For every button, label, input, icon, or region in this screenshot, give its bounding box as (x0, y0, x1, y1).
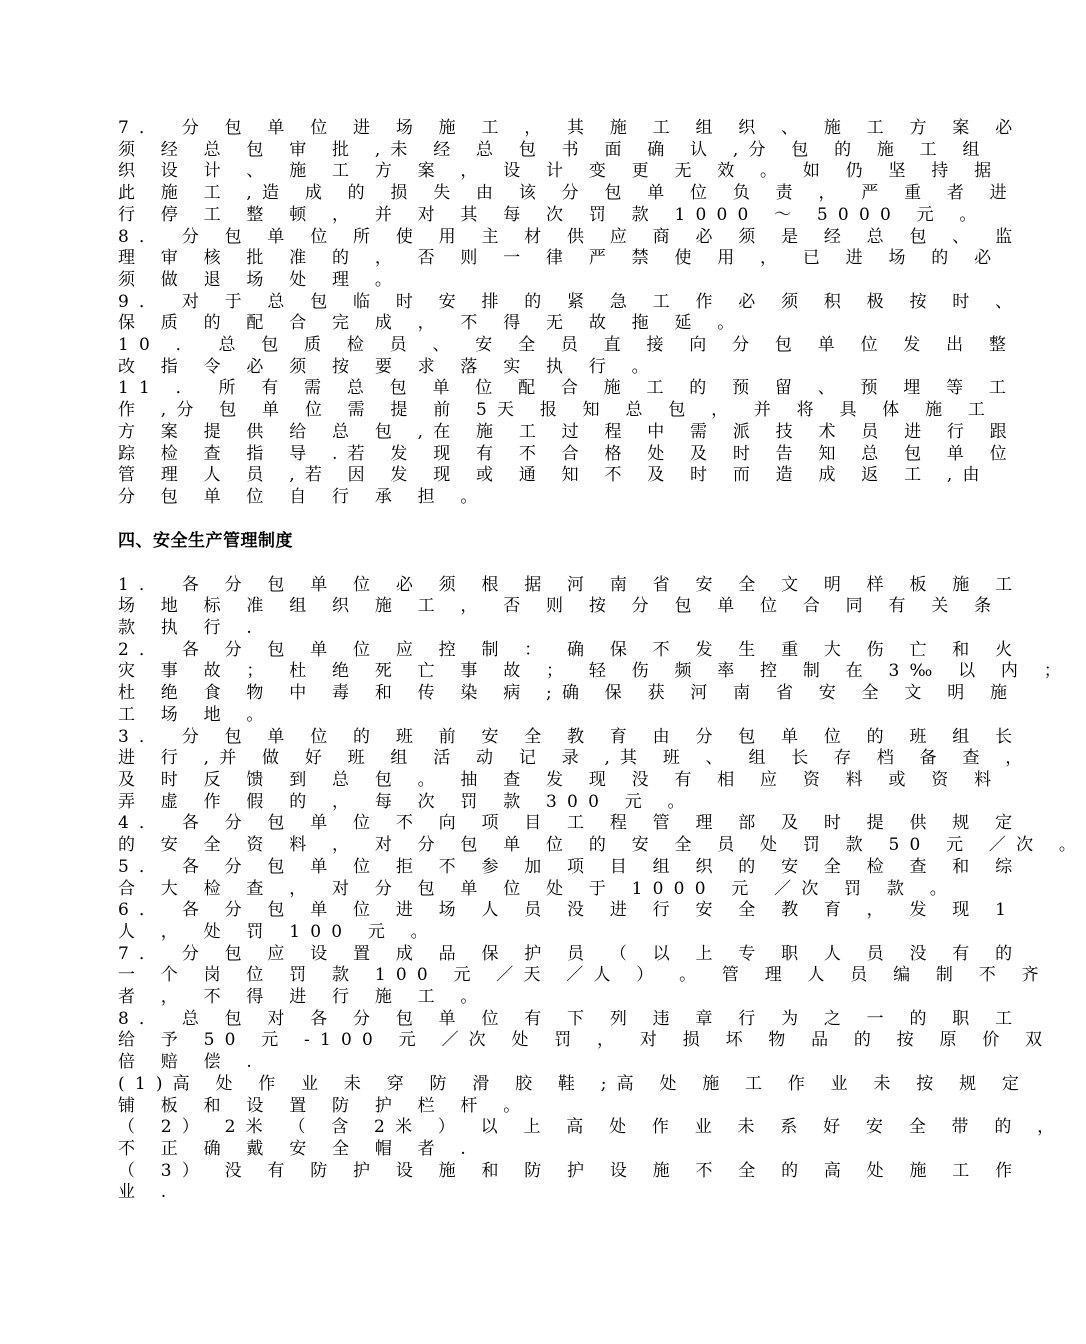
document-page (118, 118, 1086, 1204)
text-line: 铺 板 和 设 置 防 护 栏 杆 。 (118, 1095, 531, 1116)
section-heading: 四、安全生产管理制度 (118, 530, 293, 551)
text-line: 倍 赔 偿 . (118, 1052, 263, 1073)
text-line: 1． 各 分 包 单 位 必 须 根 据 河 南 省 安 全 文 明 样 板 施 工 (118, 574, 1023, 595)
text-line: 作 ,分 包 单 位 需 提 前 5天 报 知 总 包 ， 并 将 具 体 施 工 (118, 400, 996, 421)
text-line: 业 . (118, 1182, 177, 1203)
text-line: 织 设 计 、 施 工 方 案 ， 设 计 变 更 无 效 。 如 仍 坚 持 据 (118, 161, 1002, 182)
text-line: 杜 绝 食 物 中 毒 和 传 染 病 ;确 保 获 河 南 省 安 全 文 明 施 (118, 683, 1018, 704)
text-line: 一 个 岗 位 罚 款 100 元 ／天 ／人 ） 。 管 理 人 员 编 制 不 齐 (118, 965, 1049, 986)
text-line: 行 停 工 整 顿 ， 并 对 其 每 次 罚 款 1000 ～ 5000 元 。 (118, 204, 987, 225)
text-line: 弄 虚 作 假 的 ， 每 次 罚 款 300 元 。 (118, 791, 695, 812)
text-line: 此 施 工 ,造 成 的 损 失 由 该 分 包 单 位 负 责 ， 严 重 者 进 (118, 183, 1017, 204)
text-line: 方 案 提 供 给 总 包 ,在 施 工 过 程 中 需 派 技 术 员 进 行 跟 (118, 421, 1017, 442)
text-line: 改 指 令 必 须 按 要 求 落 实 执 行 。 (118, 356, 659, 377)
text-line: （ 3） 没 有 防 护 设 施 和 防 护 设 施 不 全 的 高 处 施 工 作 (118, 1160, 1023, 1181)
text-line: (1)高 处 作 业 未 穿 防 滑 胶 鞋 ;高 处 施 工 作 业 未 按 规 定 (118, 1073, 1030, 1094)
text-line: 2． 各 分 包 单 位 应 控 制 ： 确 保 不 发 生 重 大 伤 亡 和 火 (118, 639, 1023, 660)
text-line: 6． 各 分 包 单 位 进 场 人 员 没 进 行 安 全 教 育 ， 发 现 1 (118, 900, 1017, 921)
text-line: 踪 检 查 指 导 .若 发 现 有 不 合 格 处 及 时 告 知 总 包 单 位 (118, 443, 1017, 464)
text-line: 须 经 总 包 审 批 ,未 经 总 包 书 面 确 认 ,分 包 的 施 工 组 (118, 139, 990, 160)
text-line: 分 包 单 位 自 行 承 担 。 (118, 486, 488, 507)
section-subcontractor-management (118, 118, 1023, 509)
text-line: 7． 分 包 应 设 置 成 品 保 护 员 （ 以 上 专 职 人 员 没 有 的 (118, 943, 1023, 964)
text-line: 者 ， 不 得 进 行 施 工 。 (118, 987, 488, 1008)
text-line: 给 予 50 元 -100 元 ／次 处 罚 ， 对 损 坏 物 品 的 按 原 价 双 (118, 1030, 1053, 1051)
text-line: 3． 分 包 单 位 的 班 前 安 全 教 育 由 分 包 单 位 的 班 组 长 (118, 726, 1023, 747)
text-line: 管 理 人 员 ,若 因 发 现 或 通 知 不 及 时 而 造 成 返 工 ,由 (118, 465, 990, 486)
text-line: 5． 各 分 包 单 位 拒 不 参 加 项 目 组 织 的 安 全 检 查 和 综 (118, 856, 1023, 877)
text-line: 须 做 退 场 处 理 。 (118, 269, 403, 290)
text-line: 9． 对 于 总 包 临 时 安 排 的 紧 急 工 作 必 须 积 极 按 时 、 (118, 291, 1023, 312)
text-line: 灾 事 故 ； 杜 绝 死 亡 事 故 ； 轻 伤 频 率 控 制 在 3‰ 以 内 ； (118, 661, 1071, 682)
text-line: 11 ． 所 有 需 总 包 单 位 配 合 施 工 的 预 留 、 预 埋 等 工 (118, 378, 1017, 399)
text-line: 理 审 核 批 准 的 ， 否 则 一 律 严 禁 使 用 ， 已 进 场 的 必 (118, 248, 1002, 269)
text-line: 8． 总 包 对 各 分 包 单 位 有 下 列 违 章 行 为 之 一 的 职 工 (118, 1008, 1023, 1029)
text-line: 8． 分 包 单 位 所 使 用 主 材 供 应 商 必 须 是 经 总 包 、 监 (118, 226, 1023, 247)
section-safety-management (118, 574, 1086, 1204)
text-line: 合 大 检 查 ， 对 分 包 单 位 处 于 1000 元 ／次 罚 款 。 (118, 878, 957, 899)
text-line: 不 正 确 戴 安 全 帽 者 . (118, 1138, 477, 1159)
text-line: 工 场 地 。 (118, 704, 274, 725)
text-line: 保 质 的 配 合 完 成 ， 不 得 无 故 拖 延 。 (118, 313, 745, 334)
text-line: 进 行 ,并 做 好 班 组 活 动 记 录 ,其 班 、 组 长 存 档 备 查 ， (118, 748, 1033, 769)
text-line: 及 时 反 馈 到 总 包 。 抽 查 发 现 没 有 相 应 资 料 或 资 料 (118, 769, 1002, 790)
text-line: 人 ， 处 罚 100 元 。 (118, 921, 438, 942)
text-line: 场 地 标 准 组 织 施 工 ， 否 则 按 分 包 单 位 合 同 有 关 条 (118, 596, 1002, 617)
text-line: 的 安 全 资 料 ， 对 分 包 单 位 的 安 全 员 处 罚 款 50 元 ／次 。 (118, 835, 1086, 856)
text-line: 7． 分 包 单 位 进 场 施 工 ， 其 施 工 组 织 、 施 工 方 案 必 (118, 118, 1023, 138)
text-line: 款 执 行 . (118, 618, 263, 639)
text-line: 4． 各 分 包 单 位 不 向 项 目 工 程 管 理 部 及 时 提 供 规 定 (118, 813, 1023, 834)
text-line: 10 ． 总 包 质 检 员 、 安 全 员 直 接 向 分 包 单 位 发 出 整 (118, 335, 1017, 356)
text-line: （ 2） 2米 （ 含 2米 ） 以 上 高 处 作 业 未 系 好 安 全 带 的 ， (118, 1117, 1065, 1138)
